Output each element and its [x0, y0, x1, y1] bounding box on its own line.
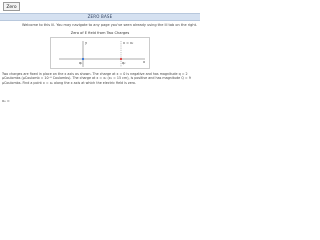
q2-label: q₂ [122, 61, 126, 65]
x-axis-label: x [143, 60, 146, 64]
charges-figure [50, 37, 150, 69]
intro-text: Welcome to this lil. You may navigate to any page you've seen already using the lil tab on the right. [22, 23, 198, 27]
charge-q2 [120, 58, 122, 60]
x2-label: x = x₂ [123, 41, 134, 45]
problem-line-2: µCoulombs (µCoulomb = 10⁻⁶ Coulombs). The charge at x = x₂ (x₂ = 15 cm), is positive and has magnitude Q = 9 [2, 76, 191, 81]
charges-diagram [51, 38, 151, 70]
q1-label: q₁ [79, 61, 83, 65]
problem-line-3: µCoulombs. Find a point x = x₀ along the x axis at which the electric field is zero. [2, 80, 136, 85]
tab-zero[interactable]: Zero [3, 2, 20, 11]
page-header: ZERO BASE [0, 13, 200, 21]
answer-label: x₀ = [2, 99, 10, 103]
figure-title: Zero of E field from Two Charges [70, 31, 130, 35]
y-axis-label: y [85, 41, 88, 45]
answer-row [2, 99, 10, 103]
problem-line-1: Two charges are fixed in place on the x axis as shown. The charge at x = 0 is negative and has magnitude q = 2 [2, 72, 188, 76]
problem-statement [2, 72, 198, 85]
charge-q1 [82, 58, 84, 60]
